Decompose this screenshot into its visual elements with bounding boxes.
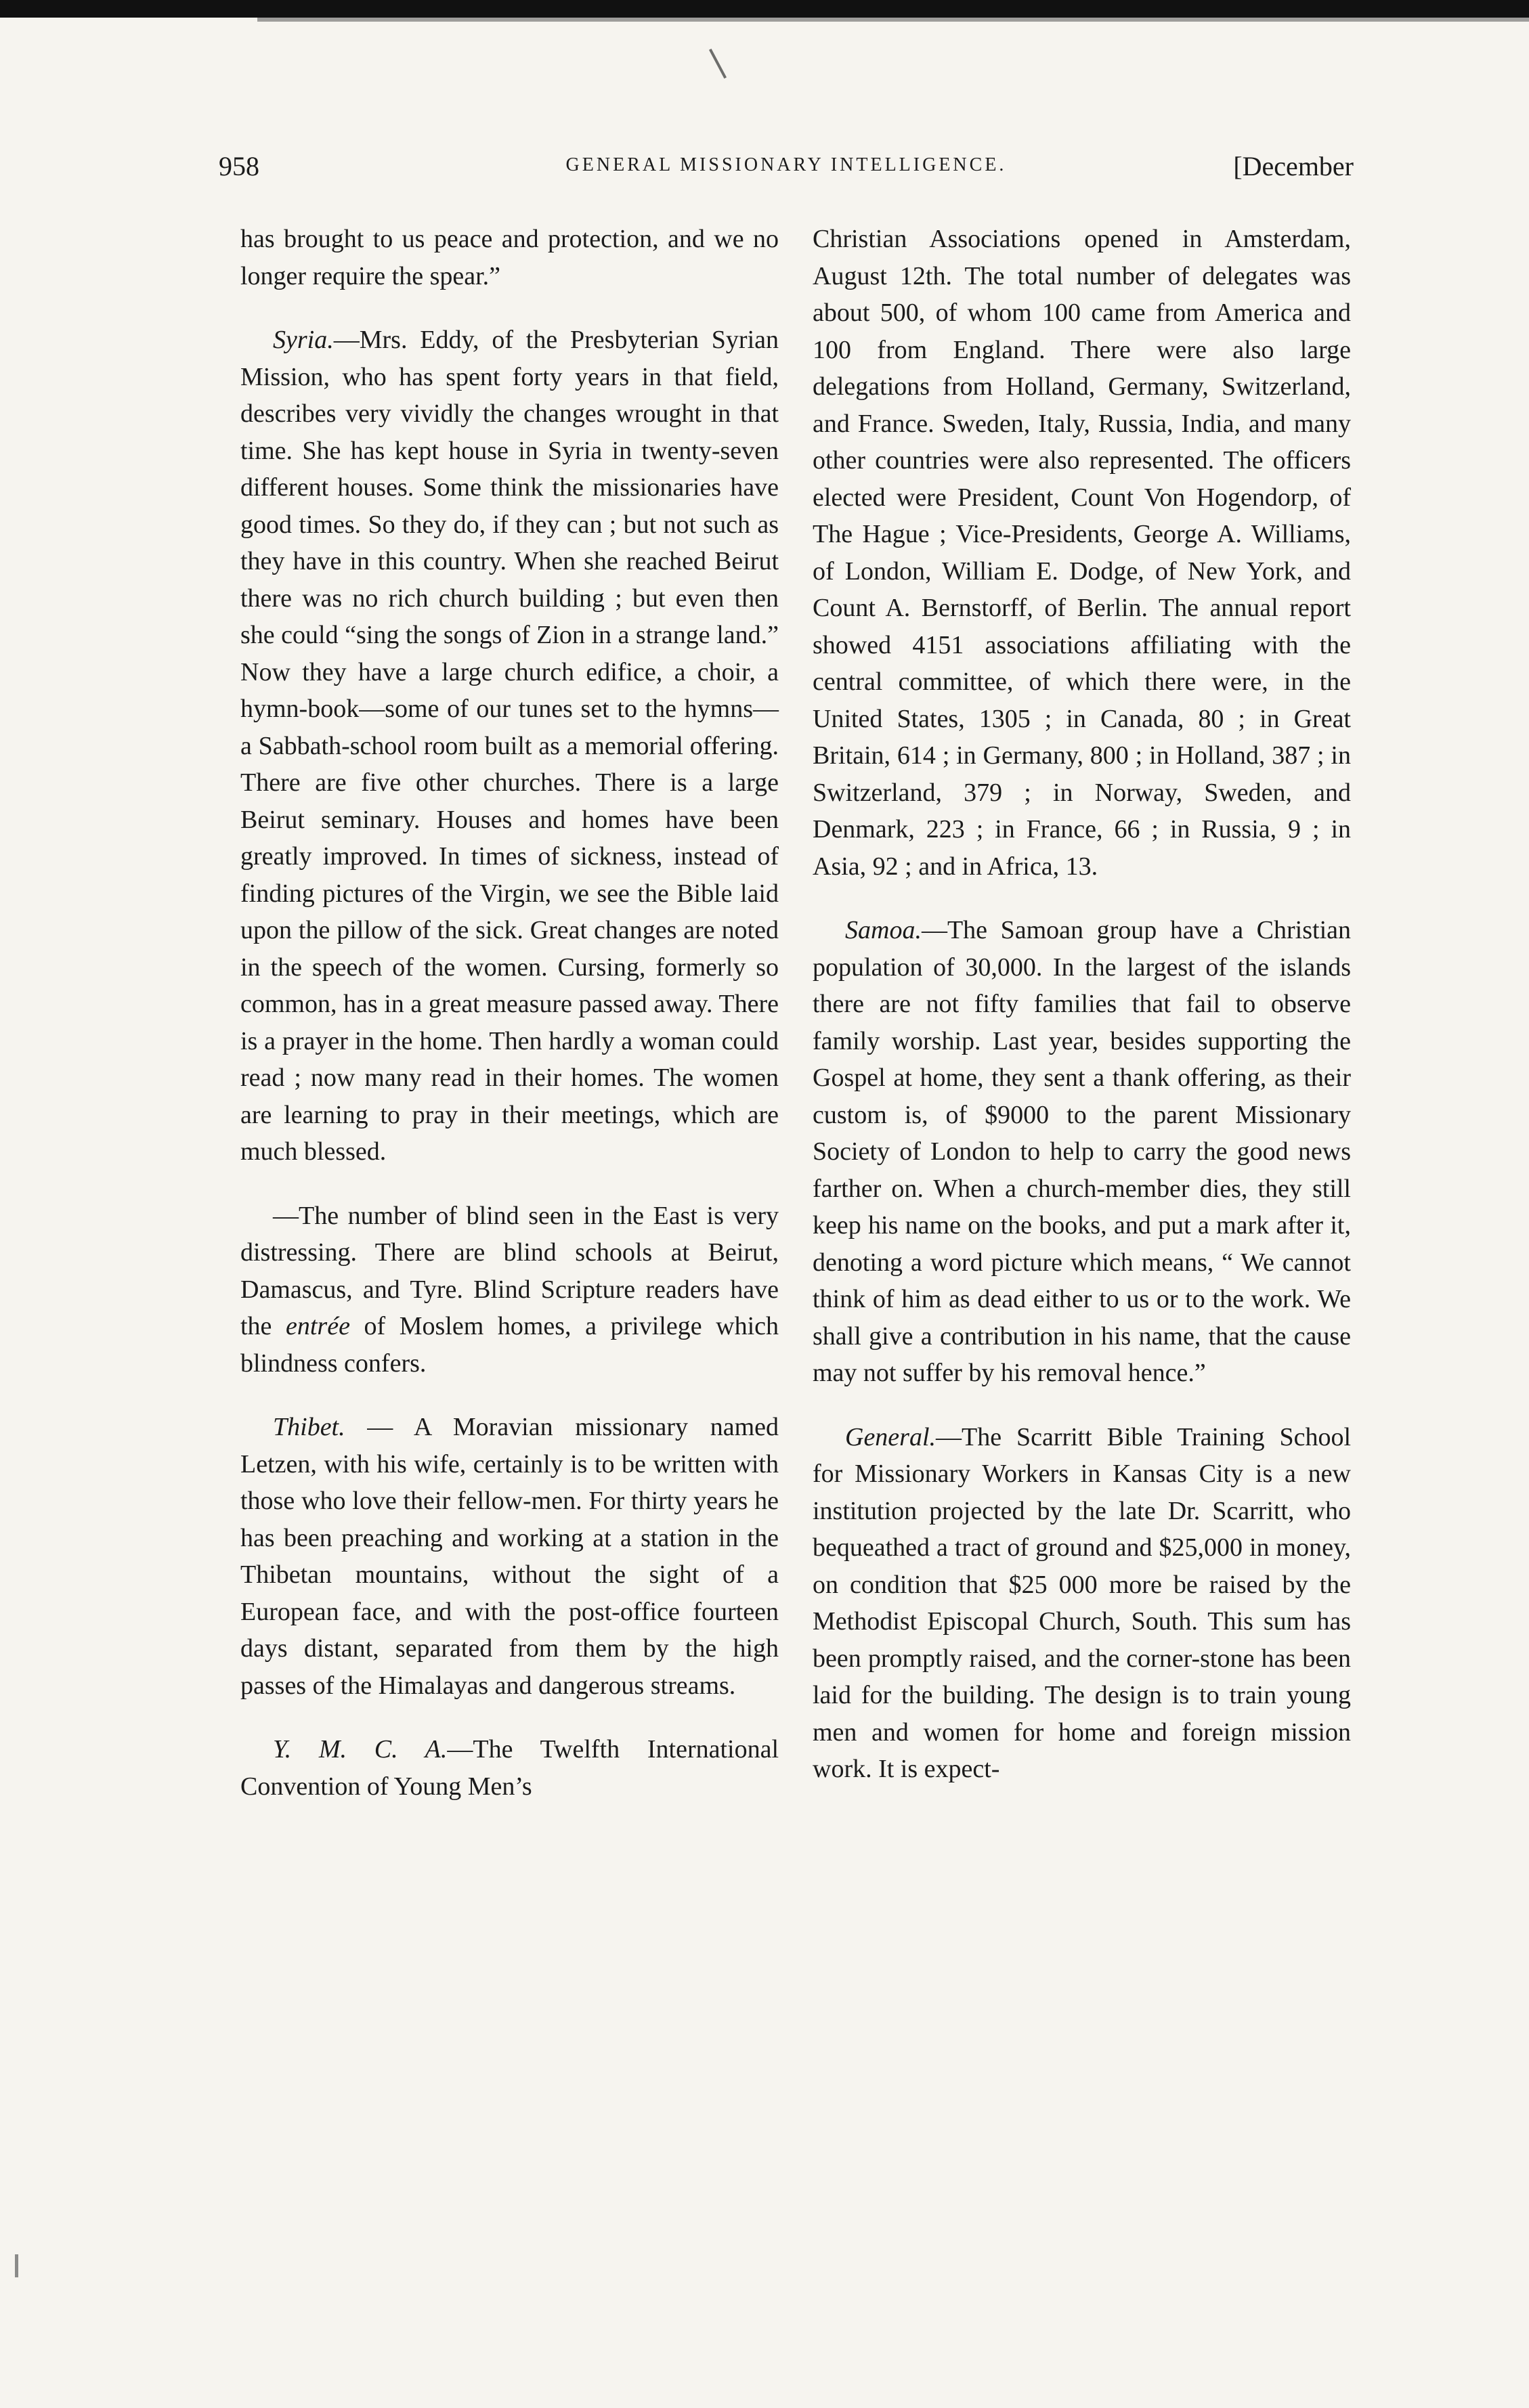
paragraph-blind-italic: entrée — [285, 1312, 350, 1340]
paragraph-samoa-text: —The Samoan group have a Christian population of 30,000. In the largest of the islands there are not fifty families that fail to observe family worship. Last year, besides supporting the Gospel at home, they sent a thank offering, as their custom is, of $9000 to the parent Missionary Society of London to help to carry the good news farther on. When a church-member dies, they still keep his name on the books, and put a mark after it, denoting a word picture which means, “ We cannot think of him as dead either to us or to the work. We shall give a contribution in his name, that the cause may not suffer by his removal hence.” — [813, 916, 1351, 1387]
paragraph-general — [813, 1419, 1351, 1788]
left-column — [240, 221, 779, 1832]
running-title: GENERAL MISSIONARY INTELLIGENCE. — [565, 154, 1007, 175]
paragraph-syria-text: —Mrs. Eddy, of the Presbyterian Syrian Mission, who has spent forty years in that field, describes very vividly the changes wrought in that time. She has kept house in Syria in twenty-seven different houses. Some think the missionaries have good times. So they do, if they can ; but not such as they have in this country. When she reached Beirut there was no rich church building ; but even then she could “sing the songs of Zion in a strange land.” Now they have a large church edifice, a choir, a hymn-book—some of our tunes set to the hymns—a Sabbath-school room built as a memorial offering. There are five other churches. There is a large Beirut seminary. Houses and homes have been greatly improved. In times of sickness, instead of finding pictures of the Virgin, we see the Bible laid upon the pillow of the sick. Great changes are noted in the speech of the women. Cursing, formerly so common, has in a great measure passed away. There is a prayer in the home. Then hardly a woman could read ; now many read in their homes. The women are learning to pray in their meetings, which are much blessed. — [240, 326, 779, 1166]
page-number: 958 — [219, 151, 259, 181]
header-month: [December — [1233, 151, 1354, 181]
paragraph-thibet-text: — A Moravian missionary named Letzen, with his wife, certainly is to be written with those who love their fellow-men. For thirty years he has been preaching and working at a station in the Thibetan mountains, without the sight of a European face, and with the post-office fourteen days distant, separated from them by the high passes of the Himalayas and dangerous streams. — [240, 1413, 779, 1700]
paragraph-ymca — [240, 1731, 779, 1805]
scan-artifact-mark — [709, 49, 727, 79]
paragraph-samoa — [813, 912, 1351, 1392]
paragraph-blind — [240, 1198, 779, 1382]
section-lead-ymca: Y. M. C. A. — [273, 1735, 448, 1764]
paragraph-thibet — [240, 1409, 779, 1704]
section-lead-syria: Syria. — [273, 326, 334, 354]
section-lead-general: General. — [845, 1422, 936, 1451]
top-border-rule — [0, 0, 1529, 18]
paragraph-blind-text-a: —The number of blind seen in the East is very distressing. There are blind schools at Beirut, Damascus, and Tyre. Blind Scripture readers have the — [240, 1201, 779, 1340]
paragraph-blind-text-b: of Moslem homes, a privilege which blindness confers. — [240, 1312, 779, 1378]
page-header — [219, 150, 1354, 191]
section-lead-thibet: Thibet. — [273, 1413, 345, 1441]
scan-artifact-dot — [15, 2254, 18, 2277]
top-border-shadow — [257, 18, 1529, 22]
right-column — [813, 221, 1351, 1815]
paragraph-ymca-text: —The Twelfth International Convention of Young Men’s — [240, 1735, 779, 1801]
section-lead-samoa: Samoa. — [845, 916, 922, 944]
paragraph-general-text: —The Scarritt Bible Training School for Missionary Workers in Kansas City is a new institution projected by the late Dr. Scarritt, who bequeathed a tract of ground and $25,000 in money, on condition that $25 000 more be raised by the Methodist Episcopal Church, South. This sum has been promptly raised, and the corner-stone has been laid for the building. The design is to train young men and women for home and foreign mission work. It is expect- — [813, 1422, 1351, 1783]
paragraph-continuation: has brought to us peace and protection, and we no longer require the spear.” — [240, 225, 779, 290]
paragraph-ymca-continued: Christian Associations opened in Amsterdam, August 12th. The total number of delegates was about 500, of whom 100 came from America and 100 from England. There were also large delegations from Holland, Germany, Switzerland, and France. Sweden, Italy, Russia, India, and many other countries were also represented. The officers elected were President, Count Von Hogendorp, of The Hague ; Vice-Presidents, George A. Williams, of London, William E. Dodge, of New York, and Count A. Bernstorff, of Berlin. The annual report showed 4151 associations affiliating with the central committee, of which there were, in the United States, 1305 ; in Canada, 80 ; in Great Britain, 614 ; in Germany, 800 ; in Holland, 387 ; in Switzerland, 379 ; in Norway, Sweden, and Denmark, 223 ; in France, 66 ; in Russia, 9 ; in Asia, 92 ; and in Africa, 13. — [813, 225, 1351, 881]
paragraph-syria — [240, 322, 779, 1170]
